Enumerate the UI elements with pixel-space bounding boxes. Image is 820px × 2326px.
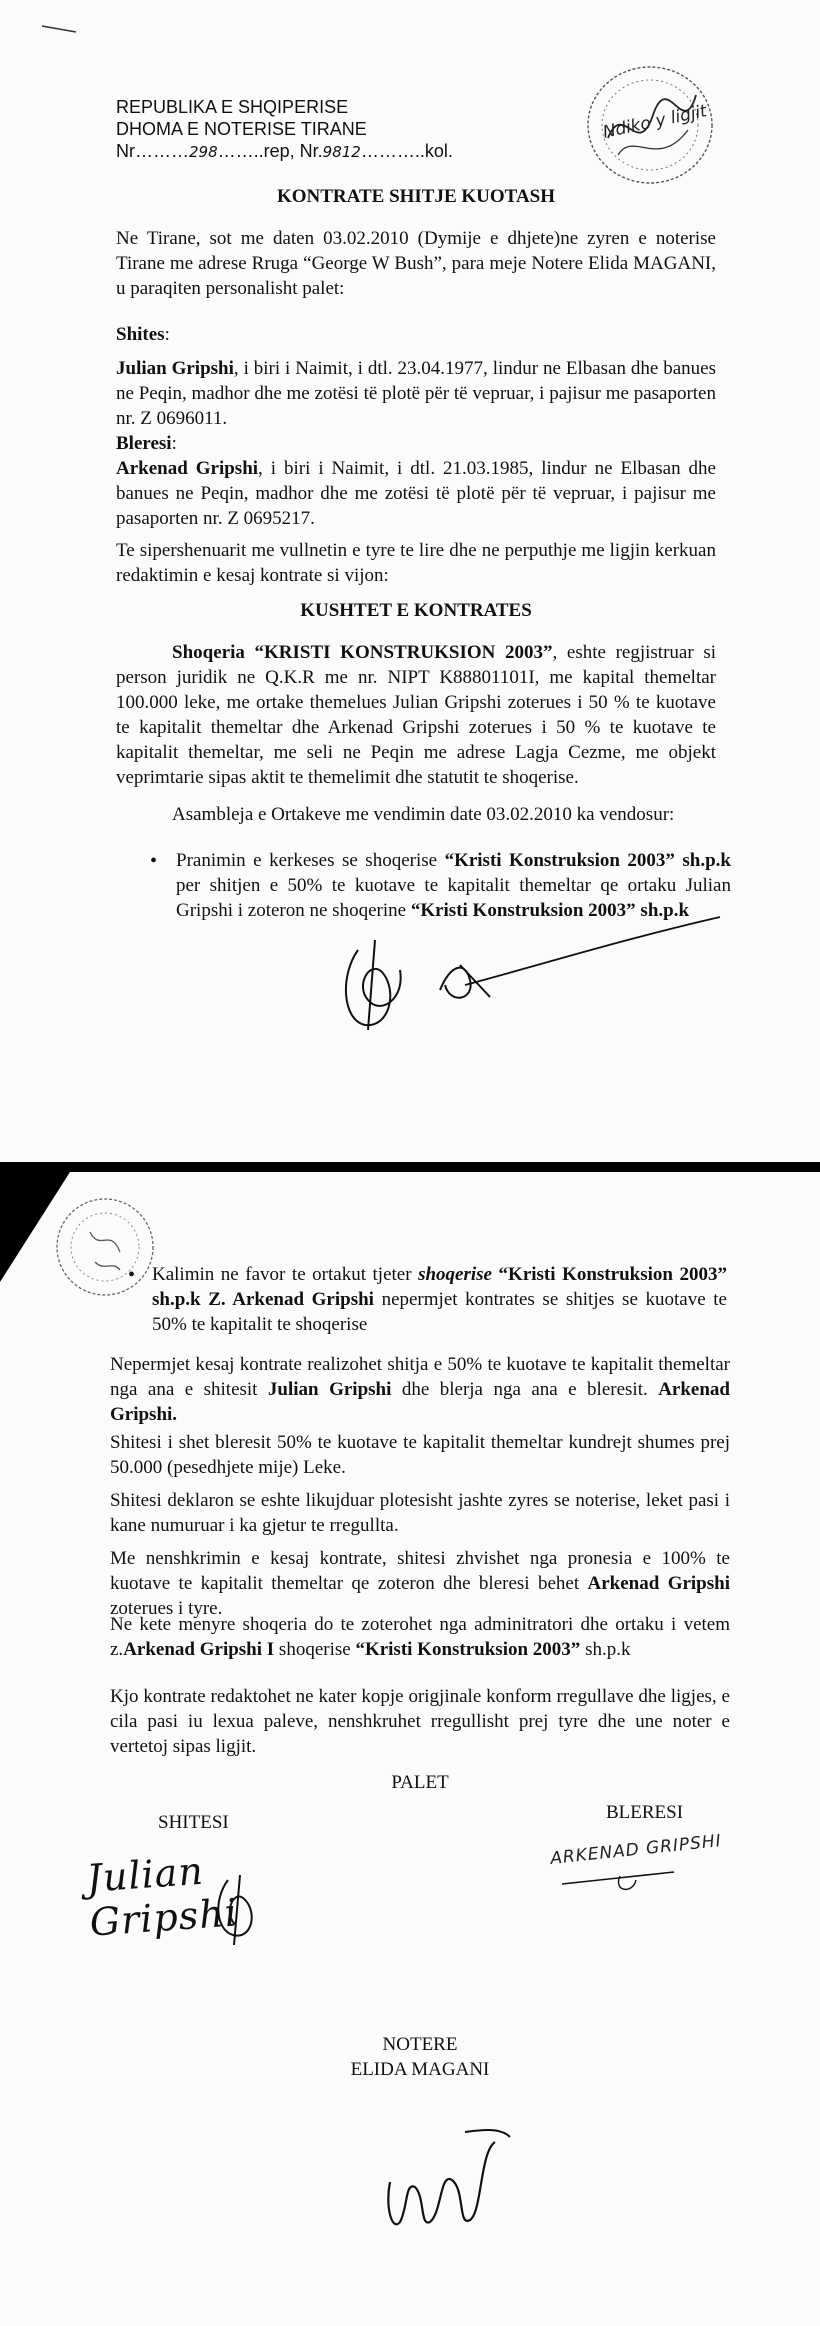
notary-chamber: DHOMA E NOTERISE TIRANE <box>116 119 367 139</box>
buyer-signature-strike <box>558 1862 678 1898</box>
sole-owner-statement: Ne kete menyre shoqeria do te zoterohet nga adminitratori dhe ortaku i vetem z.Arkenad Gripshi I shoqerise “Kristi Konstruksion 2003” sh.p.k <box>110 1614 730 1660</box>
bullet-dot: • <box>150 850 158 872</box>
contract-title: KONTRATE SHITJE KUOTASH <box>276 186 556 207</box>
notary-name: ELIDA MAGANI <box>350 2059 490 2080</box>
scan-mark <box>40 22 80 36</box>
buyer-label: BLERESI <box>606 1802 684 1823</box>
will-statement: Te sipershenuarit me vullnetin e tyre te lire dhe ne perputhje me ligjin kerkuan redaktimin e kesaj kontrate si vijon: <box>116 540 716 586</box>
seller-heading: Shites: <box>116 324 170 345</box>
notary-signature <box>370 2112 530 2242</box>
contract-page-2 <box>0 1172 820 2326</box>
copies-statement: Kjo kontrate redaktohet ne kater kopje origjinale konform rregullave dhe ligjes, e cila pasi iu lexua paleve, nenshkruhet rregullisht prej tyre dhe une noter e vertetoj sipas ligjit. <box>110 1686 730 1757</box>
kol-number: 9812 <box>322 143 361 161</box>
intro-paragraph: Ne Tirane, sot me daten 03.02.2010 (Dymije e dhjete)ne zyren e noterise Tirane me adrese Rruga “George W Bush”, para meje Notere Elida MAGANI, u paraqiten personalisht palet: <box>116 228 716 299</box>
decision-bullet-1: Pranimin e kerkeses se shoqerise “Kristi Konstruksion 2003” sh.p.k per shitjen e 50% te kuotave te kapitalit themeltar qe ortaku Julian Gripshi i zoteron ne shoqerine “Kristi Konstruksion 2003” sh.p.k <box>176 850 731 921</box>
buyer-heading: Bleresi: <box>116 433 177 454</box>
seller-signature <box>85 1840 338 1950</box>
buyer-signature <box>550 1832 750 1902</box>
ownership-transfer: Me nenshkrimin e kesaj kontrate, shitesi zhvishet nga pronesia e 100% te kuotave te kapitalit themeltar qe zoteron dhe bleresi behet Arkenad Gripshi zoterues i tyre. <box>110 1548 730 1619</box>
seller-signature-flourish <box>198 1870 278 1950</box>
notary-label: NOTERE <box>382 2034 458 2055</box>
registry-numbers: Nr………298……..rep, Nr.9812………..kol. <box>116 141 453 161</box>
stamp-handwriting: Ndiko y ligjit <box>601 101 709 143</box>
seller-signature-text: Julian Gripshi <box>85 1848 240 1945</box>
company-name: “KRISTI KONSTRUKSION 2003” <box>254 642 553 663</box>
buyer-details: Arkenad Gripshi, i biri i Naimit, i dtl. 21.03.1985, lindur ne Elbasan dhe banues ne Peqin, madhor dhe me zotësi të plotë për të vepruar, i pajisur me pasaporten nr. Z 0695217. <box>116 458 716 529</box>
sale-price: Shitesi i shet bleresit 50% te kuotave te kapitalit themeltar kundrejt shumes prej 50.000 (pesedhjete mije) Leke. <box>110 1432 730 1478</box>
assembly-decision: Asambleja e Ortakeve me vendimin date 03.02.2010 ka vendosur: <box>172 804 675 825</box>
contract-page-1 <box>0 0 820 1162</box>
decision-bullet-2: Kalimin ne favor te ortakut tjeter shoqerise “Kristi Konstruksion 2003” sh.p.k Z. Arkenad Gripshi nepermjet kontrates se shitjes se kuotave te 50% te kapitalit te shoqerise <box>152 1264 727 1335</box>
payment-declaration: Shitesi deklaron se eshte likujduar plotesisht jashte zyres se noterise, leket pasi i kane numuruar i ka gjetur te rregullta. <box>110 1490 730 1536</box>
seller-name: Julian Gripshi <box>116 358 234 379</box>
rep-number: 298 <box>189 143 218 161</box>
document-header <box>116 96 516 163</box>
sale-realization: Nepermjet kesaj kontrate realizohet shitja e 50% te kuotave te kapitalit themeltar nga ana e shitesit Julian Gripshi dhe blerja nga ana e bleresit. Arkenad Gripshi. <box>110 1354 730 1425</box>
bullet-dot: • <box>128 1264 136 1286</box>
notary-block <box>310 2032 530 2082</box>
buyer-name: Arkenad Gripshi <box>116 458 259 479</box>
country-name: REPUBLIKA E SHQIPERISE <box>116 97 349 117</box>
buyer-signature-text: ARKENAD GRIPSHI <box>549 1831 723 1869</box>
buyer-initial-signature <box>420 905 740 1015</box>
company-paragraph: Shoqeria “KRISTI KONSTRUKSION 2003”, eshte regjistruar si person juridik ne Q.K.R me nr. NIPT K88801101I, me kapital themeltar 100.000 leke, me ortake themelues Julian Gripshi zoterues i 50 % te kuotave te kapitalit themeltar dhe Arkenad Gripshi zoterues i 50 % te kuotave te kapitalit themeltar, me seli ne Peqin me adrese Lagja Cezme, me objekt veprimtarie sipas aktit te themelimit dhe statutit te shoqerise. <box>116 642 716 788</box>
seller-details: Julian Gripshi, i biri i Naimit, i dtl. 23.04.1977, lindur ne Elbasan dhe banues ne Peqin, madhor dhe me zotësi të plotë për të vepruar, i pajisur me pasaporten nr. Z 0696011. <box>116 358 716 429</box>
conditions-title: KUSHTET E KONTRATES <box>300 600 532 621</box>
seller-label: SHITESI <box>158 1812 229 1833</box>
parties-label: PALET <box>391 1772 449 1793</box>
notary-seal-partial <box>50 1192 160 1302</box>
notary-seal-stamp <box>578 60 728 190</box>
